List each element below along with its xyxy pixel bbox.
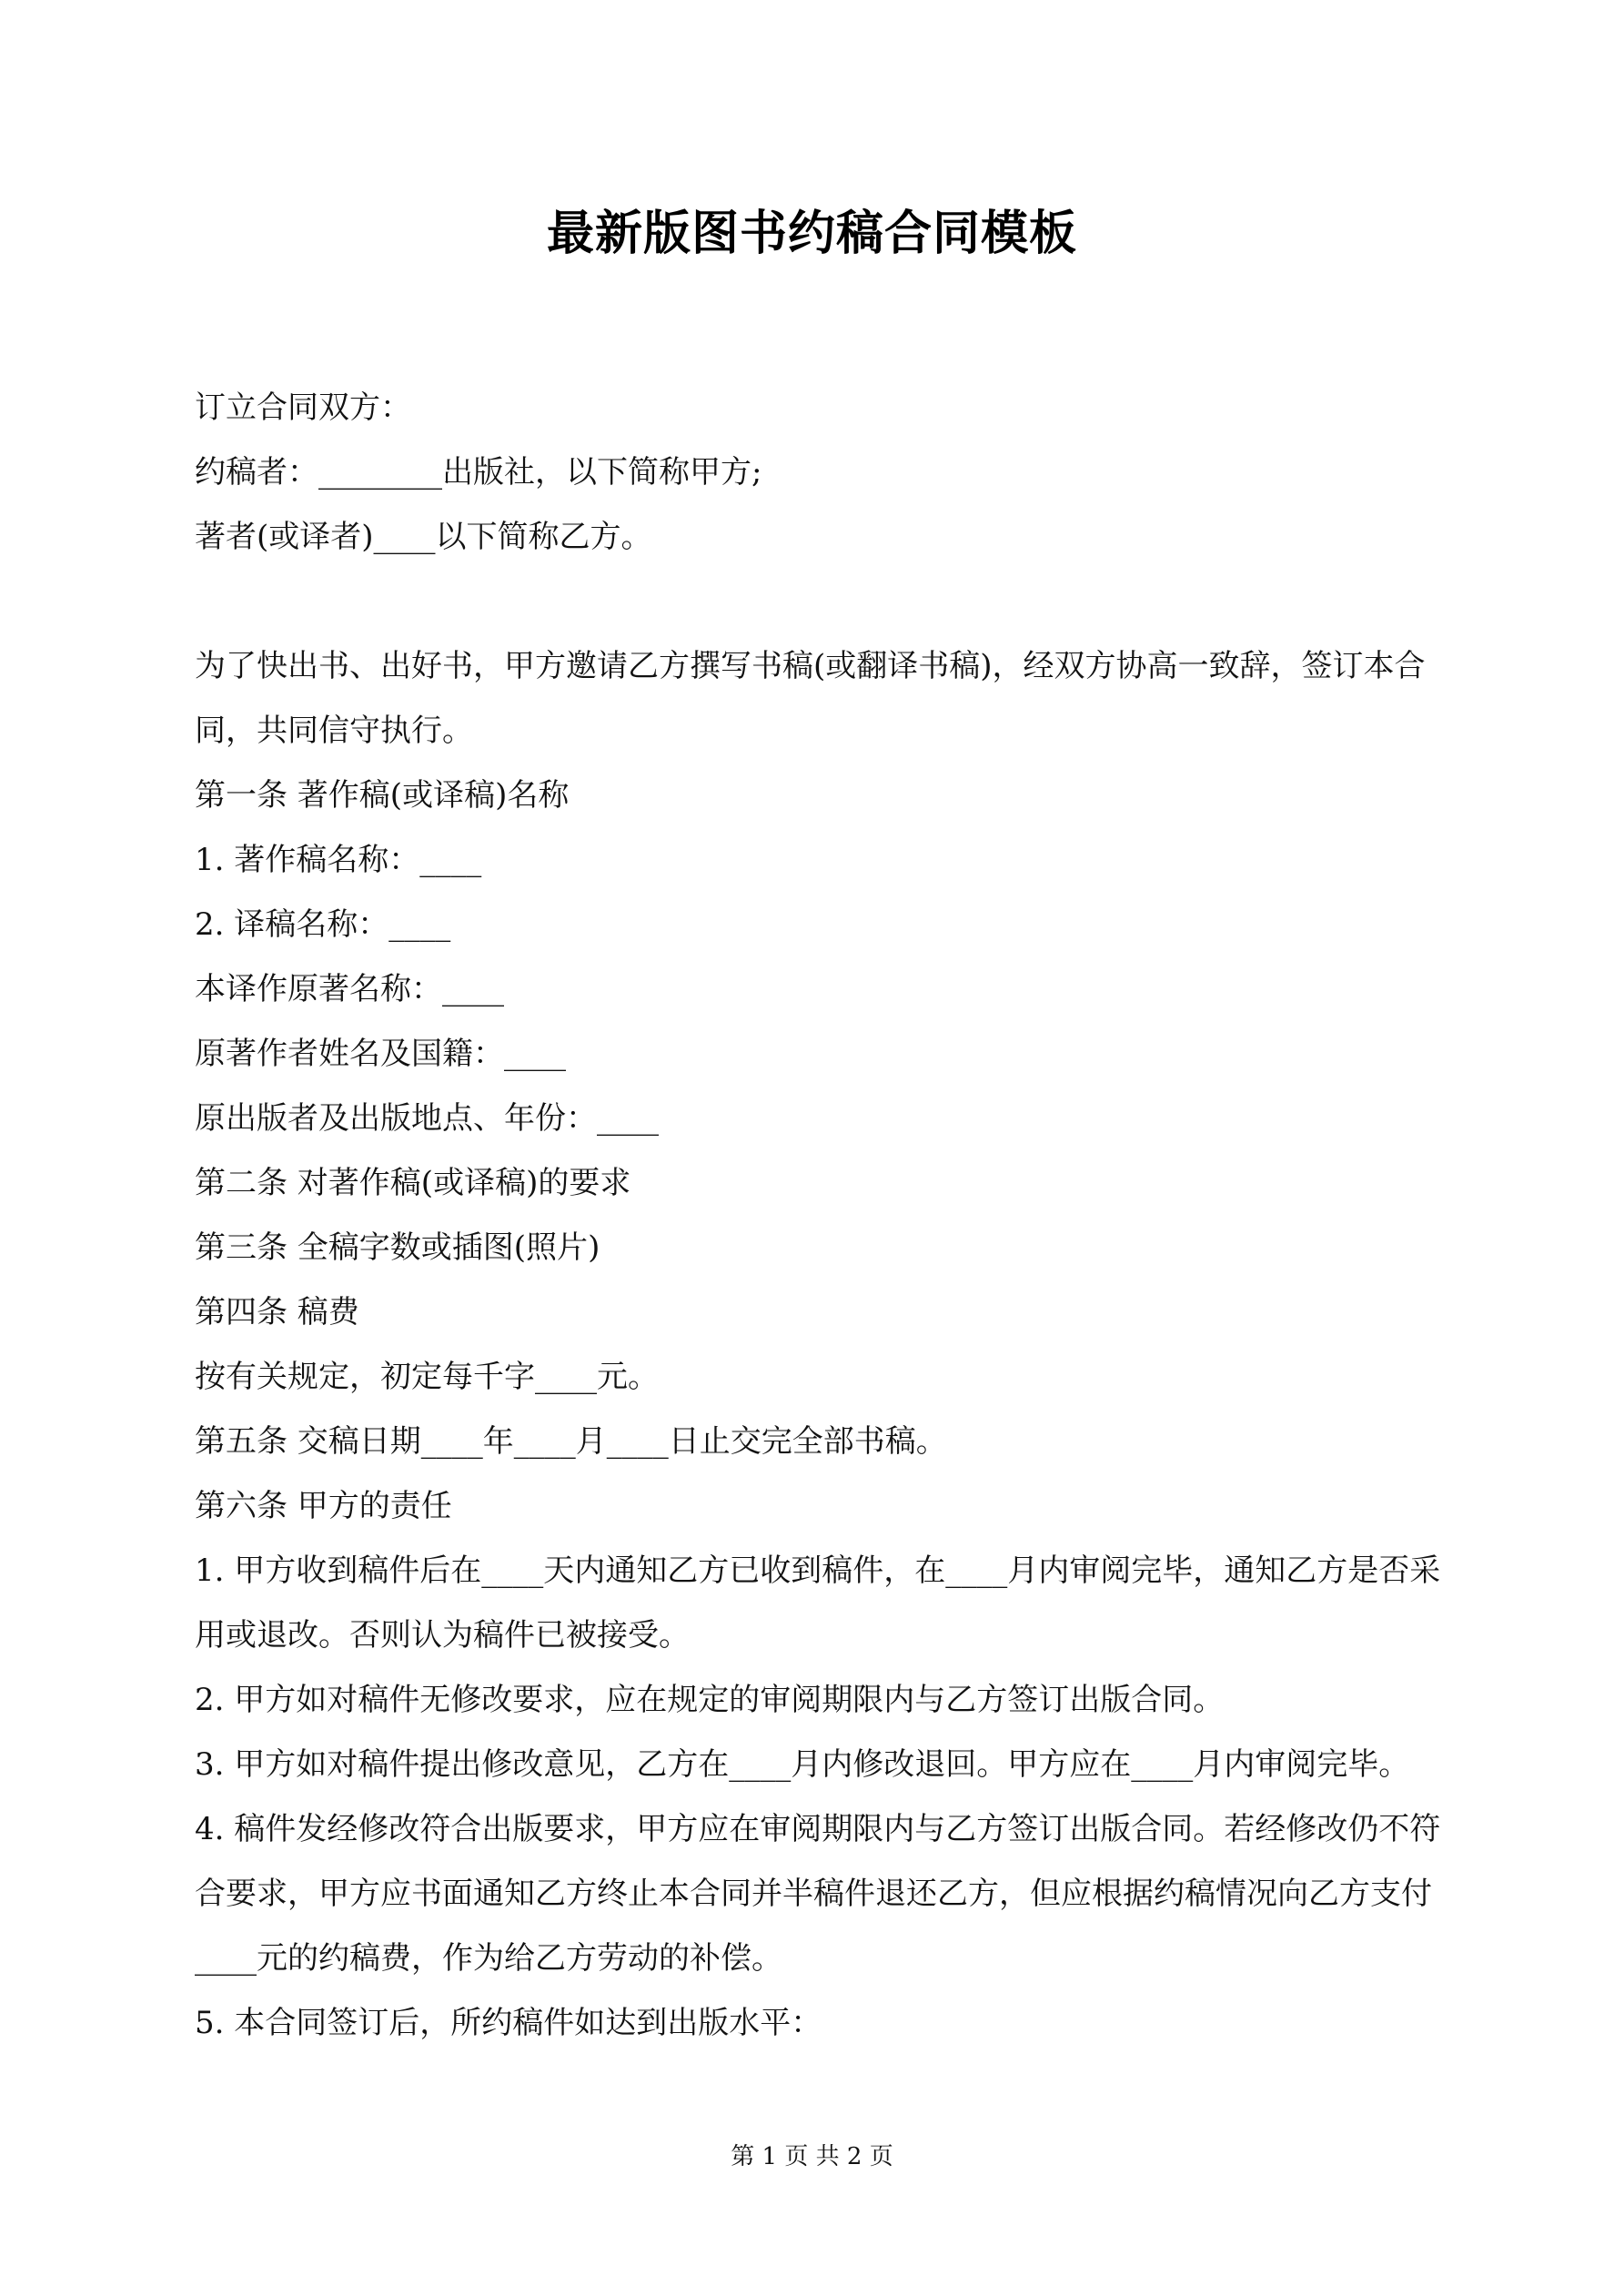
parties-heading: 订立合同双方：: [195, 389, 411, 426]
party-b-line: 著者(或译者)____以下简称乙方。: [195, 519, 652, 555]
translation-title-line: 2. 译稿名称：____: [195, 906, 451, 943]
article-5-line: 第五条 交稿日期____年____月____日止交完全部书稿。: [195, 1423, 947, 1460]
clause-6-5: 5. 本合同签订后，所约稿件如达到出版水平：: [195, 2005, 822, 2041]
clause-6-1: 1. 甲方收到稿件后在____天内通知乙方已收到稿件，在____月内审阅完毕，通知乙方是否采用或退改。否则认为稿件已被接受。: [195, 1553, 1441, 1654]
article-4-heading: 第四条 稿费: [195, 1294, 359, 1330]
document-body: [195, 376, 1441, 2056]
page-footer: 第 1 页 共 2 页: [731, 2143, 893, 2170]
blank-line: [195, 570, 1441, 634]
fee-line: 按有关规定，初定每千字____元。: [195, 1359, 659, 1395]
article-1-heading: 第一条 著作稿(或译稿)名称: [195, 777, 570, 814]
document-title: 最新版图书约稿合同模板: [546, 206, 1077, 261]
work-title-line: 1. 著作稿名称：____: [195, 842, 482, 878]
clause-6-3: 3. 甲方如对稿件提出修改意见，乙方在____月内修改退回。甲方应在____月内审阅完毕。: [195, 1746, 1410, 1783]
article-2-heading: 第二条 对著作稿(或译稿)的要求: [195, 1165, 631, 1201]
original-title-line: 本译作原著名称：____: [195, 971, 504, 1007]
clause-6-2: 2. 甲方如对稿件无修改要求，应在规定的审阅期限内与乙方签订出版合同。: [195, 1682, 1225, 1718]
party-a-line: 约稿者：________出版社，以下简称甲方;: [195, 454, 762, 491]
clause-6-4: 4. 稿件发经修改符合出版要求，甲方应在审阅期限内与乙方签订出版合同。若经修改仍不符合要求，甲方应书面通知乙方终止本合同并半稿件退还乙方，但应根据约稿情况向乙方支付____元的约稿费，作为给乙方劳动的补偿。: [195, 1811, 1441, 1977]
article-3-heading: 第三条 全稿字数或插图(照片): [195, 1229, 600, 1266]
article-6-heading: 第六条 甲方的责任: [195, 1488, 452, 1524]
original-publisher-line: 原出版者及出版地点、年份：____: [195, 1100, 659, 1137]
original-author-line: 原著作者姓名及国籍：____: [195, 1036, 566, 1072]
preamble-paragraph: 为了快出书、出好书，甲方邀请乙方撰写书稿(或翻译书稿)，经双方协高一致辞，签订本合同，共同信守执行。: [195, 648, 1426, 749]
